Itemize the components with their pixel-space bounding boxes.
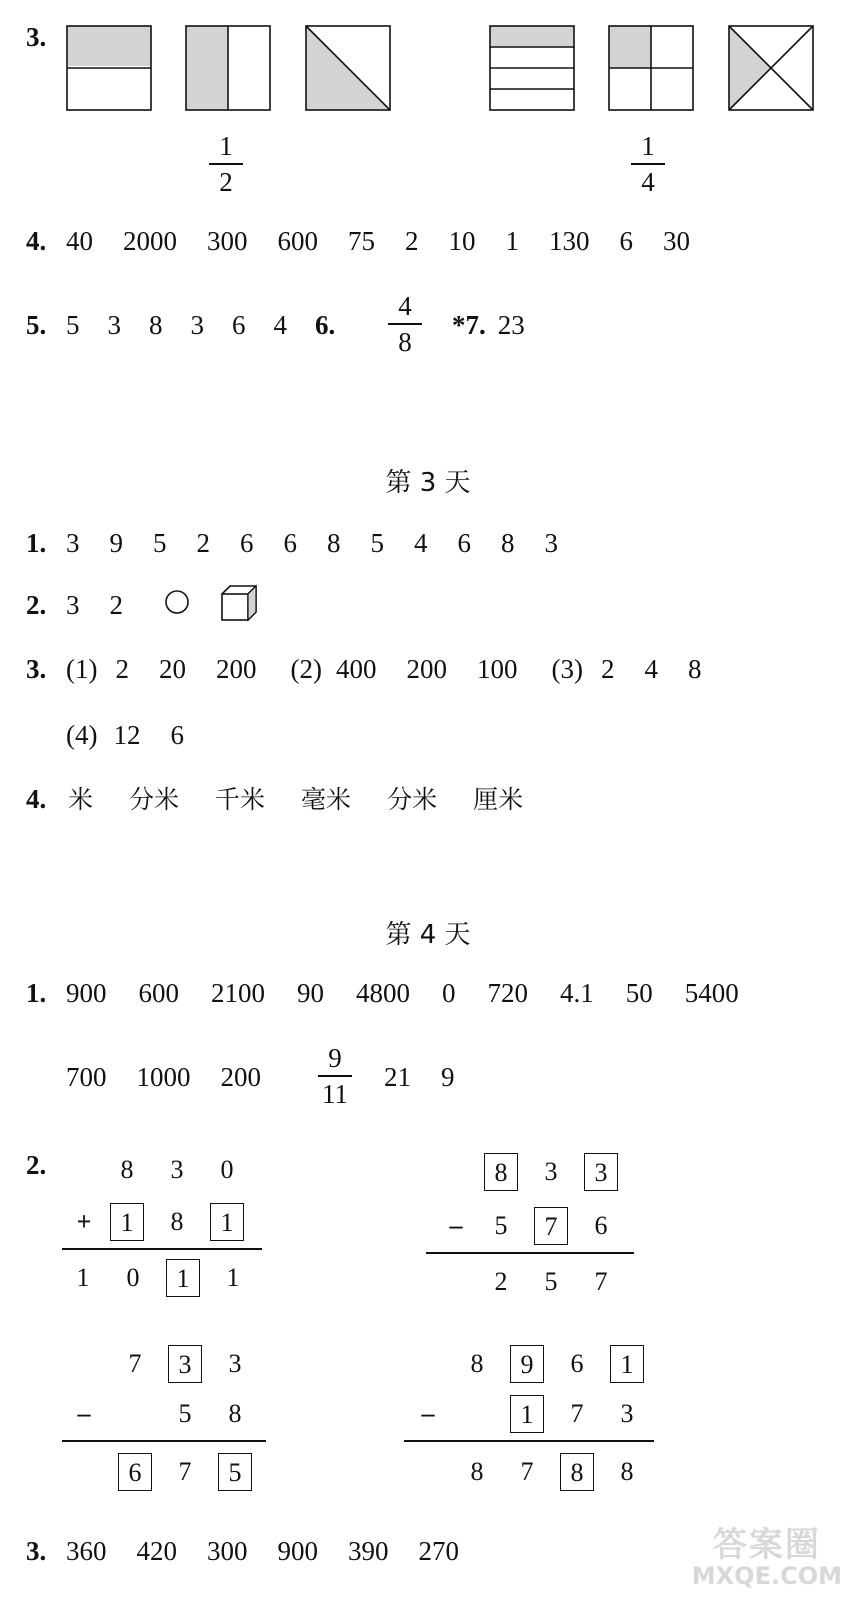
answer-row-d3-q2 xyxy=(26,592,123,619)
filled-box-digit: 9 xyxy=(510,1345,544,1383)
question-number: 3. xyxy=(26,22,47,52)
part-label: (3) xyxy=(551,654,583,684)
subtraction-result-row xyxy=(460,1452,644,1492)
answer: 千米 xyxy=(215,785,266,814)
filled-box-digit: 1 xyxy=(610,1345,644,1383)
subtraction-top-row xyxy=(484,1152,618,1192)
answer: 6 xyxy=(170,720,184,750)
answer: 200 xyxy=(406,654,447,684)
answer: 600 xyxy=(277,226,318,256)
answer: 5 xyxy=(153,528,167,558)
answer: 720 xyxy=(487,978,528,1008)
digit: 7 xyxy=(128,1349,142,1378)
answer: 2 xyxy=(109,590,123,620)
answer-row-d4-q1-line2 xyxy=(66,1064,261,1091)
answer: 270 xyxy=(418,1536,459,1566)
plus-sign: + xyxy=(76,1207,92,1236)
answer-row-q5 xyxy=(26,312,335,339)
digit: 7 xyxy=(594,1267,608,1296)
answer-row-d3-q4 xyxy=(26,786,523,813)
answer: 4800 xyxy=(356,978,410,1008)
fraction-nine-elevenths xyxy=(318,1044,352,1109)
question-number: 3. xyxy=(26,654,47,684)
answer: 8 xyxy=(149,310,163,340)
digit: 6 xyxy=(570,1349,584,1378)
answer: 3 xyxy=(66,528,80,558)
numerator: 9 xyxy=(328,1043,342,1073)
filled-box-digit: 8 xyxy=(560,1453,594,1491)
answer: 4.1 xyxy=(560,978,594,1008)
answer: 90 xyxy=(297,978,324,1008)
answer: 5400 xyxy=(684,978,739,1008)
answer: 2 xyxy=(600,654,615,684)
answer: 23 xyxy=(497,310,525,340)
part-label: (2) xyxy=(290,654,322,684)
answer-row-d3-q3 xyxy=(26,656,701,683)
answer: 10 xyxy=(448,226,476,256)
answer: 2000 xyxy=(123,226,177,256)
answer: 4 xyxy=(414,528,428,558)
answer: 8 xyxy=(687,654,702,684)
answer: 3 xyxy=(107,310,121,340)
question-number: *7. xyxy=(452,310,486,340)
answer: 0 xyxy=(442,978,456,1008)
digit: 2 xyxy=(494,1267,508,1296)
digit: 8 xyxy=(470,1349,484,1378)
answer: 2 xyxy=(196,528,210,558)
question-number: 1. xyxy=(26,528,47,558)
watermark-url: MXQE.COM xyxy=(691,1562,842,1590)
answer: 6 xyxy=(232,310,246,340)
answer: 900 xyxy=(277,1536,318,1566)
digit: 7 xyxy=(570,1399,584,1428)
question-number: 5. xyxy=(26,310,47,340)
answer: 厘米 xyxy=(473,785,524,814)
addition-second-row xyxy=(64,1202,244,1242)
answer-row-d4-q3 xyxy=(26,1538,459,1565)
filled-box-digit: 7 xyxy=(534,1207,568,1245)
answer: 1000 xyxy=(136,1062,191,1092)
answer: 12 xyxy=(113,720,141,750)
digit: 0 xyxy=(126,1263,140,1292)
addition-top-row xyxy=(110,1150,244,1190)
filled-box-digit: 3 xyxy=(168,1345,202,1383)
digit: 3 xyxy=(170,1155,184,1184)
answer: 2100 xyxy=(211,978,265,1008)
answer: 毫米 xyxy=(301,785,352,814)
circle-shape-icon xyxy=(166,591,188,613)
answer-row-d3-q3-part4 xyxy=(66,722,184,749)
answer: 8 xyxy=(501,528,515,558)
subtraction-top-row xyxy=(118,1344,252,1384)
filled-box-digit: 1 xyxy=(510,1395,544,1433)
answer-row-q4 xyxy=(26,228,690,255)
answer: 3 xyxy=(66,590,80,620)
fraction-one-quarter xyxy=(631,132,665,197)
answer: 米 xyxy=(68,785,94,814)
question-number: 6. xyxy=(315,310,336,340)
subtraction-result-row xyxy=(118,1452,252,1492)
answer: 600 xyxy=(138,978,179,1008)
answer: 300 xyxy=(207,1536,248,1566)
subtraction-second-row xyxy=(408,1394,644,1434)
question-number: 4. xyxy=(26,226,47,256)
digit: 5 xyxy=(494,1211,508,1240)
answer: 5 xyxy=(66,310,80,340)
minus-sign: – xyxy=(449,1211,463,1240)
digit: 3 xyxy=(620,1399,634,1428)
answer: 8 xyxy=(327,528,341,558)
answer: 4 xyxy=(644,654,658,684)
question-number: 3. xyxy=(26,1536,47,1566)
fraction-one-half xyxy=(209,132,243,197)
digit: 1 xyxy=(76,1263,90,1292)
denominator: 2 xyxy=(219,167,233,198)
answer: 2 xyxy=(115,654,129,684)
answer-row-d4-q1 xyxy=(26,980,739,1007)
answer: 6 xyxy=(283,528,297,558)
filled-box-digit: 8 xyxy=(484,1153,518,1191)
answer: 3 xyxy=(190,310,204,340)
section-title-day3: 第 3 天 xyxy=(385,468,471,498)
digit: 1 xyxy=(226,1263,240,1292)
watermark-logo xyxy=(691,1525,842,1590)
question-number: 2. xyxy=(26,1150,47,1180)
answer: 300 xyxy=(207,226,248,256)
answer-row-d3-q1 xyxy=(26,530,558,557)
numerator: 1 xyxy=(219,131,233,161)
section-title-day4: 第 4 天 xyxy=(385,920,471,950)
denominator: 4 xyxy=(641,167,655,198)
answer: 9 xyxy=(441,1062,455,1092)
answer-row-q7 xyxy=(452,312,525,339)
answer: 75 xyxy=(348,226,375,256)
answer: 6 xyxy=(457,528,471,558)
part-label: (1) xyxy=(66,654,98,684)
answer: 21 xyxy=(384,1062,411,1092)
filled-box-digit: 1 xyxy=(210,1203,244,1241)
filled-box-digit: 5 xyxy=(218,1453,252,1491)
minus-sign: – xyxy=(77,1399,91,1428)
answer: 40 xyxy=(66,226,93,256)
subtraction-second-row xyxy=(436,1206,618,1246)
digit: 8 xyxy=(170,1207,184,1236)
filled-box-digit: 1 xyxy=(166,1259,200,1297)
watermark-text: 答案圈 xyxy=(712,1525,821,1565)
answer: 4 xyxy=(273,310,287,340)
subtraction-second-row xyxy=(64,1394,252,1434)
answer: 6 xyxy=(619,226,633,256)
answer: 200 xyxy=(220,1062,261,1092)
digit: 3 xyxy=(228,1349,242,1378)
answer: 390 xyxy=(348,1536,389,1566)
answer: 9 xyxy=(109,528,123,558)
answer: 分米 xyxy=(387,785,438,814)
difference-line xyxy=(62,1440,266,1442)
digit: 7 xyxy=(178,1457,192,1486)
denominator: 11 xyxy=(322,1079,348,1110)
subtraction-top-row xyxy=(460,1344,644,1384)
answer: 200 xyxy=(215,654,257,684)
filled-box-digit: 6 xyxy=(118,1453,152,1491)
shape-answers xyxy=(160,584,270,626)
sum-line xyxy=(62,1248,262,1250)
answer: 5 xyxy=(370,528,384,558)
question-number: 1. xyxy=(26,978,47,1008)
answer: 900 xyxy=(66,978,107,1008)
digit: 5 xyxy=(178,1399,192,1428)
digit: 8 xyxy=(620,1457,634,1486)
question-number: 4. xyxy=(26,784,47,814)
addition-result-row xyxy=(66,1258,250,1298)
part-label: (4) xyxy=(66,720,98,750)
digit: 3 xyxy=(544,1157,558,1186)
answer: 50 xyxy=(625,978,653,1008)
answer: 400 xyxy=(335,654,377,684)
answer: 420 xyxy=(136,1536,177,1566)
subtraction-result-row xyxy=(484,1262,618,1302)
digit: 7 xyxy=(520,1457,534,1486)
digit: 8 xyxy=(228,1399,242,1428)
filled-box-digit: 3 xyxy=(584,1153,618,1191)
answer: 360 xyxy=(66,1536,107,1566)
difference-line xyxy=(426,1252,634,1254)
digit: 0 xyxy=(220,1155,234,1184)
answer: 20 xyxy=(158,654,186,684)
denominator: 8 xyxy=(398,327,412,358)
digit: 8 xyxy=(470,1457,484,1486)
digit: 5 xyxy=(544,1267,558,1296)
numerator: 1 xyxy=(641,131,655,161)
answer: 分米 xyxy=(129,785,180,814)
answer: 700 xyxy=(66,1062,107,1092)
answer: 1 xyxy=(505,226,519,256)
question-number: 2. xyxy=(26,590,47,620)
difference-line xyxy=(404,1440,654,1442)
digit: 6 xyxy=(594,1211,608,1240)
answer-row-d4-q1-line2b xyxy=(384,1064,455,1091)
digit: 8 xyxy=(120,1155,134,1184)
answer: 130 xyxy=(549,226,590,256)
fraction-four-eighths xyxy=(388,292,422,357)
answer: 3 xyxy=(544,528,558,558)
answer: 2 xyxy=(405,226,419,256)
answer: 30 xyxy=(663,226,690,256)
answer: 6 xyxy=(240,528,254,558)
answer: 100 xyxy=(476,654,518,684)
minus-sign: – xyxy=(421,1399,435,1428)
filled-box-digit: 1 xyxy=(110,1203,144,1241)
numerator: 4 xyxy=(398,291,412,321)
fraction-shapes xyxy=(60,20,856,120)
